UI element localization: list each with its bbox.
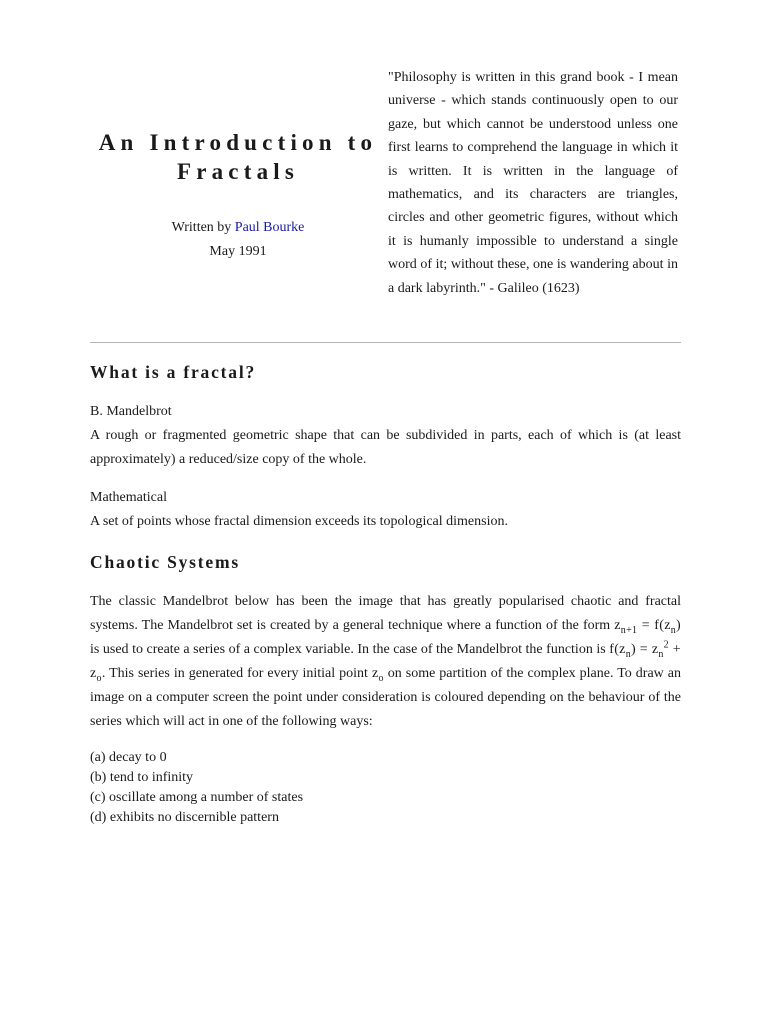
heading-chaotic-systems: Chaotic Systems (90, 552, 240, 572)
definition-term-mandelbrot: B. Mandelbrot (90, 404, 172, 419)
list-item: (a) decay to 0 (90, 750, 167, 765)
func-superscript-2: 2 (663, 639, 669, 651)
formula-subscript-n: n (670, 624, 677, 636)
z0-z: z (371, 666, 379, 681)
func-f-z: f(z (609, 642, 626, 657)
list-item: (b) tend to infinity (90, 770, 194, 785)
series-behaviour-list (90, 748, 681, 828)
title-block (90, 128, 386, 264)
publication-date: May 1991 (209, 244, 267, 259)
list-item: (d) exhibits no discernible pattern (90, 810, 279, 825)
title-line-2: Fractals (176, 159, 300, 184)
formula-z: z (614, 618, 621, 633)
header-divider (90, 342, 681, 343)
list-item: (c) oscillate among a number of states (90, 790, 304, 805)
galileo-quote: "Philosophy is written in this grand book - I mean universe - which stands continuously open to our gaze, but which cannot be understood unless one first learns to comprehend the language in which it is written. It is written in the language of mathematics, and its characters are triangles, circles and other geometric figures, without which it is humanly impossible to understand a single word of it; without these, one is wandering about in a dark labyrinth." - Galileo (1623) (388, 70, 678, 296)
para-text-4: on some partition of the complex plane. To draw an image on a computer screen the point under consideration is coloured depending on the behaviour of the series which will act in one of the following ways: (90, 666, 681, 729)
func-subscript-n-2: n (658, 648, 664, 660)
func-subscript-n: n (625, 648, 631, 660)
heading-what-is-a-fractal: What is a fractal? (90, 362, 257, 382)
document-title (90, 128, 386, 186)
formula-close-paren: ) (676, 618, 682, 633)
para-text-1: The classic Mandelbrot below has been the image that has greatly popularised chaotic and fractal systems. The Mandelbrot set is created by a general technique where a function of the form (90, 594, 681, 633)
func-equals-z: ) = z (631, 642, 659, 657)
chaotic-systems-paragraph (90, 590, 681, 734)
func-subscript-o: o (96, 672, 102, 684)
initial-point-z0 (371, 666, 384, 684)
main-content (90, 360, 681, 828)
title-line-1: An Introduction to (98, 130, 378, 155)
func-plus-z: + z (90, 642, 681, 681)
series-formula (614, 618, 682, 636)
z0-subscript-o: o (378, 672, 384, 684)
para-text-3: . This series in generated for every initial point (101, 666, 372, 681)
byline (90, 216, 386, 264)
author-link[interactable]: Paul Bourke (234, 220, 305, 235)
definition-text-mathematical: A set of points whose fractal dimension exceeds its topological dimension. (90, 514, 508, 529)
definition-text-mandelbrot: A rough or fragmented geometric shape that can be subdivided in parts, each of which is (at least approximately) a reduced/size copy of the whole. (90, 428, 681, 467)
definition-term-mathematical: Mathematical (90, 490, 167, 505)
para-text-2: is used to create a series of a complex variable. In the case of the Mandelbrot the function is (90, 642, 610, 657)
formula-equals-f: = f(z (637, 618, 671, 633)
written-by-label: Written by (171, 220, 232, 235)
formula-subscript-n-plus-1: n+1 (620, 624, 638, 636)
